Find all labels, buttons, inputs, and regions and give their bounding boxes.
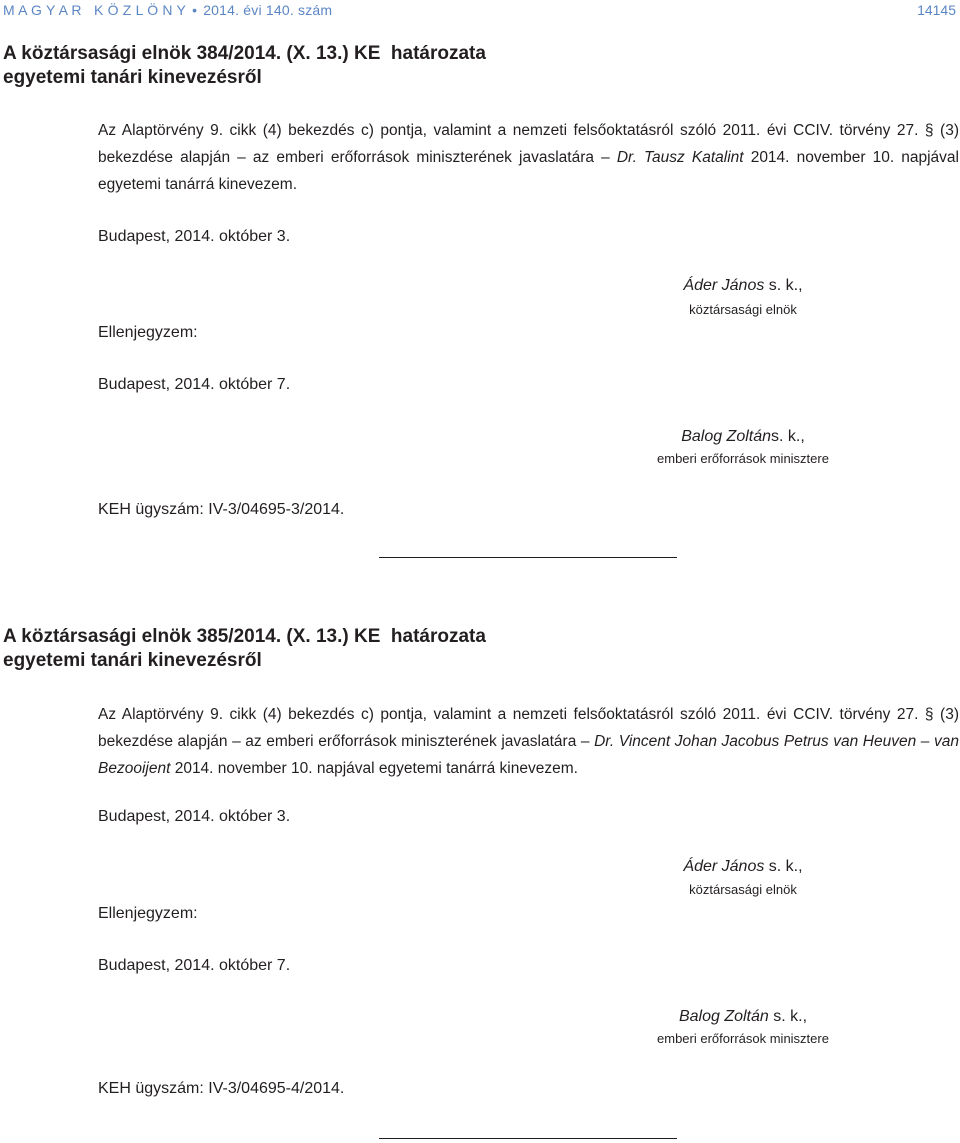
body-text-pre: Az Alaptörvény 9. cikk (4) bekezdés c) pontja, valamint a nemzeti felsőoktatásról szóló 2011. évi CCIV. törvény 27. § (3) bekezdése alapján – az emberi erőforrások miniszterének javaslatára – <box>98 706 959 750</box>
decree-2-case-number: KEH ügyszám: IV-3/04695-4/2014. <box>98 1080 345 1097</box>
body-text-post: 2014. november 10. napjával egyetemi tanárrá kinevezem. <box>98 149 959 193</box>
signer-name: Áder János <box>683 277 765 294</box>
signer-suffix: s. k., <box>768 1008 808 1025</box>
issue-number: 2014. évi 140. szám <box>203 2 333 18</box>
section-divider <box>379 1138 677 1139</box>
body-text-post: 2014. november 10. napjával egyetemi tanárrá kinevezem. <box>170 760 578 777</box>
decree-title-line1: A köztársasági elnök 385/2014. (X. 13.) KE határozata <box>3 626 486 647</box>
signer-suffix: s. k., <box>771 428 805 445</box>
decree-1-signer-1 <box>593 277 893 295</box>
body-text-pre: Az Alaptörvény 9. cikk (4) bekezdés c) pontja, valamint a nemzeti felsőoktatásról szóló 2011. évi CCIV. törvény 27. § (3) bekezdése alapján – az emberi erőforrások miniszterének javaslatára – <box>98 122 959 166</box>
header-bullet: • <box>192 2 198 18</box>
decree-1-date-signed: Budapest, 2014. október 3. <box>98 228 291 245</box>
decree-title-line1: A köztársasági elnök 384/2014. (X. 13.) KE határozata <box>3 43 486 64</box>
publication-title: M A G Y A R K Ö Z L Ö N Y <box>3 2 187 18</box>
appointee-name: Dr. Tausz Katalint <box>616 149 744 166</box>
decree-2-countersign-label: Ellenjegyzem: <box>98 905 198 922</box>
running-header <box>3 2 332 18</box>
decree-2-signer-2-role: emberi erőforrások minisztere <box>657 1031 829 1046</box>
decree-title-line2: egyetemi tanári kinevezésről <box>3 67 262 88</box>
decree-2-signer-1-role: köztársasági elnök <box>689 882 797 897</box>
decree-1-signer-1-role: köztársasági elnök <box>689 302 797 317</box>
page-number: 14145 <box>917 2 956 18</box>
decree-title-line2: egyetemi tanári kinevezésről <box>3 650 262 671</box>
decree-2-signer-1 <box>593 858 893 876</box>
decree-1-date-countersigned: Budapest, 2014. október 7. <box>98 376 291 393</box>
decree-1-body <box>98 117 959 198</box>
signer-suffix: s. k., <box>764 277 803 294</box>
decree-2-title <box>3 625 486 673</box>
decree-1-title <box>3 42 486 90</box>
appointee-name: Dr. Vincent Johan Jacobus Petrus van Heuven – van Bezooijent <box>98 733 959 777</box>
decree-1-case-number: KEH ügyszám: IV-3/04695-3/2014. <box>98 501 345 518</box>
decree-1-signer-2 <box>593 428 893 446</box>
decree-2-body <box>98 701 959 782</box>
signer-name: Áder János <box>683 858 765 875</box>
section-divider <box>379 557 677 558</box>
signer-name: Balog Zoltán <box>681 428 772 445</box>
decree-1-countersign-label: Ellenjegyzem: <box>98 324 198 341</box>
decree-2-date-signed: Budapest, 2014. október 3. <box>98 808 291 825</box>
decree-2-signer-2 <box>593 1008 893 1026</box>
decree-2-date-countersigned: Budapest, 2014. október 7. <box>98 957 291 974</box>
signer-suffix: s. k., <box>764 858 803 875</box>
decree-1-signer-2-role: emberi erőforrások minisztere <box>657 451 829 466</box>
signer-name: Balog Zoltán <box>678 1008 769 1025</box>
